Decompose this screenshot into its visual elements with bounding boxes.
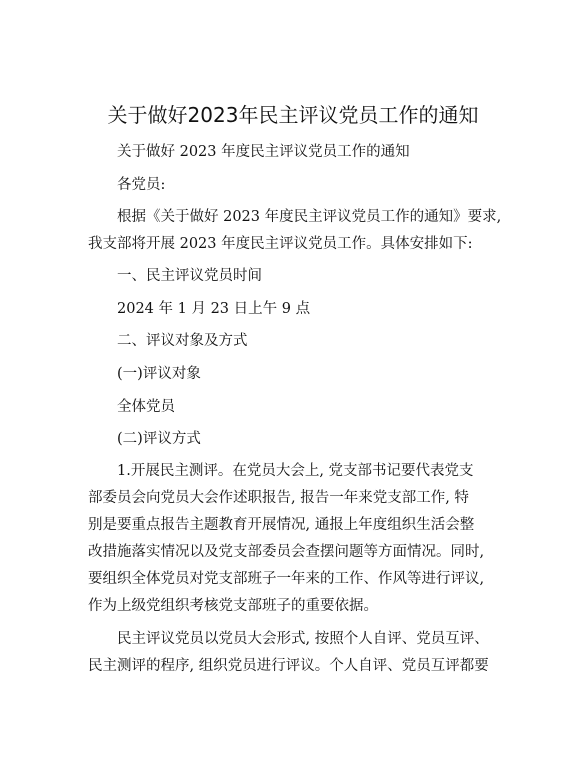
intro-line-2: 我支部将开展 2023 年度民主评议党员工作。具体安排如下: xyxy=(88,236,473,252)
document-subtitle: 关于做好 2023 年度民主评议党员工作的通知 xyxy=(117,144,410,160)
section2-heading: 二、评议对象及方式 xyxy=(117,333,248,349)
section1-heading: 一、民主评议党员时间 xyxy=(117,268,262,284)
para2-line-1: 民主评议党员以党员大会形式, 按照个人自评、党员互评、 xyxy=(117,631,489,647)
para1-line-6: 作为上级党组织考核党支部班子的重要依据。 xyxy=(88,598,378,614)
para1-line-5: 要组织全体党员对党支部班子一年来的工作、作风等进行评议, xyxy=(88,571,485,587)
para1-line-4: 改措施落实情况以及党支部委员会查摆问题等方面情况。同时, xyxy=(88,544,485,560)
sub1-content: 全体党员 xyxy=(117,399,175,415)
intro-line-1: 根据《关于做好 2023 年度民主评议党员工作的通知》要求, xyxy=(117,209,502,225)
para1-line-2: 部委员会向党员大会作述职报告, 报告一年来党支部工作, 特 xyxy=(88,490,469,506)
salutation: 各党员: xyxy=(117,177,166,193)
section1-time: 2024 年 1 月 23 日上午 9 点 xyxy=(117,301,311,317)
para1-line-3: 别是要重点报告主题教育开展情况, 通报上年度组织生活会整 xyxy=(88,517,475,533)
sub1-heading: (一)评议对象 xyxy=(117,366,201,382)
para1-line-1: 1.开展民主测评。在党员大会上, 党支部书记要代表党支 xyxy=(117,463,474,479)
document-title: 关于做好2023年民主评议党员工作的通知 xyxy=(107,103,479,127)
para2-line-2: 民主测评的程序, 组织党员进行评议。个人自评、党员互评都要 xyxy=(88,658,489,674)
sub2-heading: (二)评议方式 xyxy=(117,431,201,447)
